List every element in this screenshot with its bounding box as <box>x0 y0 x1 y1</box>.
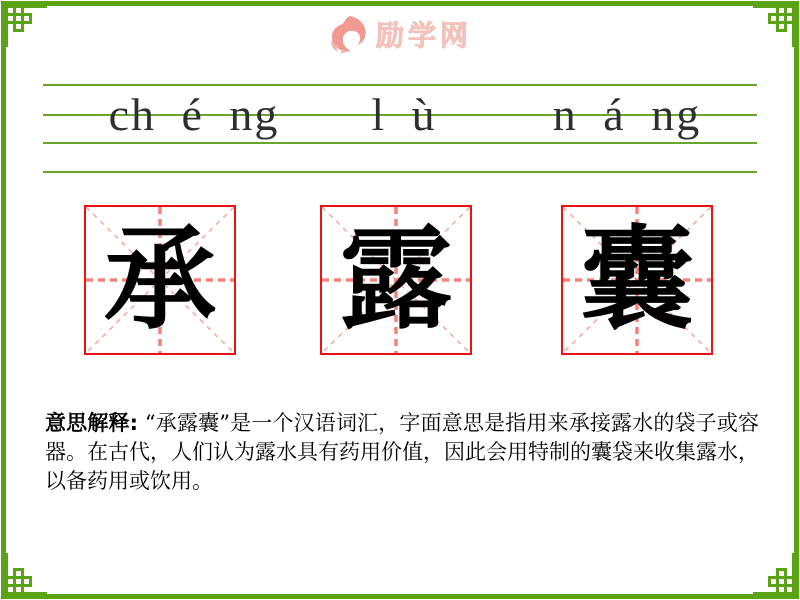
pinyin-guide-line <box>43 84 757 86</box>
character-box-lu <box>320 205 472 355</box>
pinyin-syllable-nang: n á ng <box>552 89 702 140</box>
pinyin-guide-line <box>43 142 757 144</box>
pinyin-guide-line <box>43 171 757 173</box>
pinyin-syllable-lu: l ù <box>371 89 437 140</box>
character-box-cheng <box>84 205 236 355</box>
logo-swirl-icon <box>328 15 370 53</box>
corner-ornament-bottom-right <box>751 551 795 595</box>
character-box-nang <box>561 205 713 355</box>
definition-label: 意思解释: <box>45 411 139 435</box>
hanzi-nang: 囊 <box>581 215 693 345</box>
hanzi-lu: 露 <box>340 215 452 345</box>
logo-text: 励学网 <box>375 19 472 52</box>
pinyin-syllable-cheng: ch é ng <box>108 89 280 140</box>
definition-paragraph <box>45 409 759 496</box>
site-watermark <box>0 14 800 54</box>
corner-ornament-bottom-left <box>5 551 49 595</box>
hanzi-cheng: 承 <box>104 215 216 345</box>
definition-body: “承露囊”是一个汉语词汇，字面意思是指用来承接露水的袋子或容器。在古代，人们认为露水具有药用价值，因此会用特制的囊袋来收集露水，以备药用或饮用。 <box>45 411 759 493</box>
